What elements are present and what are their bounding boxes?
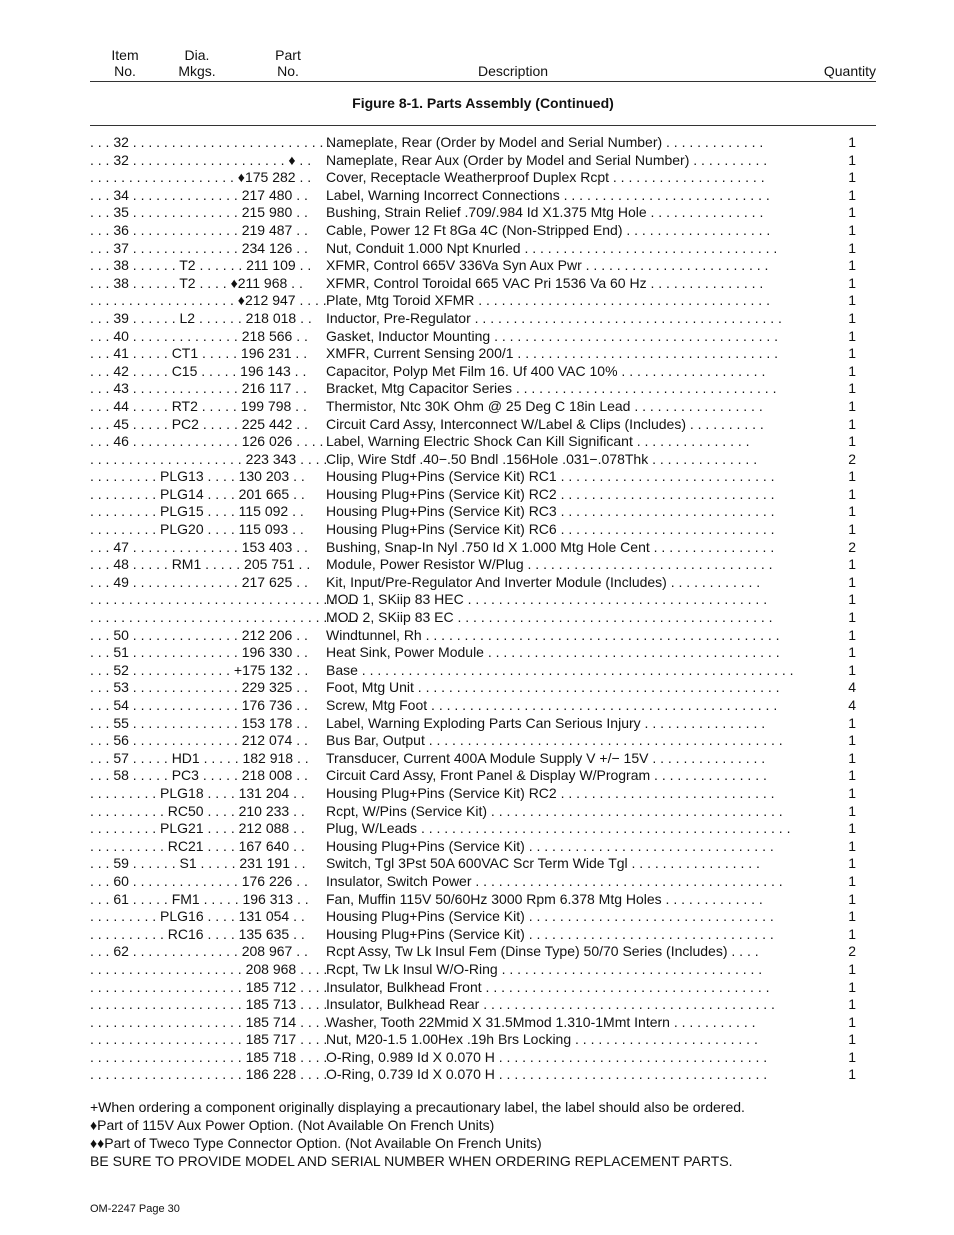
table-row xyxy=(90,503,856,521)
row-description: Housing Plug+Pins (Service Kit) . . . . . . . . . . . . . . . . . . . . . . . . . . . . . . . . xyxy=(326,837,774,854)
row-item-part: . . . 59 . . . . . . S1 . . . . . 231 191 . . xyxy=(90,855,306,872)
table-row xyxy=(90,803,856,821)
row-item-part: . . . . . . . . . . . . . . . . . . . . 208 968 . . . . xyxy=(90,960,328,977)
row-item-part: . . . . . . . . . PLG14 . . . . 201 665 . . xyxy=(90,485,305,502)
row-description: Nameplate, Rear (Order by Model and Serial Number) . . . . . . . . . . . . . xyxy=(326,134,764,150)
row-item-part: . . . 54 . . . . . . . . . . . . . . 176 736 . . xyxy=(90,697,308,713)
row-description: Insulator, Bulkhead Front . . . . . . . . . . . . . . . . . . . . . . . . . . . . . . . . . . . . . xyxy=(326,978,770,995)
table-row xyxy=(90,961,856,979)
row-item-part: . . . . . . . . . . . . . . . . . . . ♦175 282 . . xyxy=(90,169,312,186)
row-description: Screw, Mtg Foot . . . . . . . . . . . . . . . . . . . . . . . . . . . . . . . . . . . . . . . . . . . . . xyxy=(326,697,778,713)
row-quantity: 1 xyxy=(848,1013,856,1030)
parts-list xyxy=(90,134,856,1084)
row-item-part: . . . 36 . . . . . . . . . . . . . . 219 487 . . xyxy=(90,221,308,238)
table-row xyxy=(90,627,856,645)
row-description: Label, Warning Electric Shock Can Kill Significant . . . . . . . . . . . . . . . xyxy=(326,433,750,450)
row-quantity: 1 xyxy=(848,591,856,608)
row-quantity: 1 xyxy=(848,714,856,731)
table-row xyxy=(90,679,856,697)
row-quantity: 1 xyxy=(848,749,856,766)
table-row xyxy=(90,345,856,363)
row-item-part: . . . 45 . . . . . PC2 . . . . . 225 442 . . xyxy=(90,415,308,432)
row-quantity: 1 xyxy=(848,433,856,450)
header-item-no: Item No. xyxy=(111,47,139,79)
row-item-part: . . . 32 . . . . . . . . . . . . . . . . . . . . . . . . . . xyxy=(90,134,332,150)
row-quantity: 2 xyxy=(848,943,856,960)
row-quantity: 1 xyxy=(848,556,856,573)
row-item-part: . . . 37 . . . . . . . . . . . . . . 234 126 . . xyxy=(90,239,308,256)
row-quantity: 1 xyxy=(848,855,856,872)
row-item-part: . . . 62 . . . . . . . . . . . . . . 208 967 . . xyxy=(90,943,308,960)
row-description: Module, Power Resistor W/Plug . . . . . . . . . . . . . . . . . . . . . . . . . . . . . . . . xyxy=(326,556,773,573)
table-row xyxy=(90,451,856,469)
figure-title: Figure 8-1. Parts Assembly (Continued) xyxy=(352,95,614,111)
row-description: Base . . . . . . . . . . . . . . . . . . . . . . . . . . . . . . . . . . . . . . . . . . . . . . . . . . . . . . . . xyxy=(326,661,794,678)
row-quantity: 1 xyxy=(848,644,856,661)
row-quantity: 1 xyxy=(848,362,856,379)
notes xyxy=(90,1098,880,1170)
table-row xyxy=(90,169,856,187)
table-row xyxy=(90,134,856,152)
page-footer: OM-2247 Page 30 xyxy=(90,1203,180,1215)
row-description: MOD 1, SKiip 83 HEC . . . . . . . . . . . . . . . . . . . . . . . . . . . . . . . . . . . . . . . xyxy=(326,591,768,608)
table-row xyxy=(90,310,856,328)
row-quantity: 1 xyxy=(848,468,856,485)
row-quantity: 2 xyxy=(848,538,856,555)
row-quantity: 1 xyxy=(848,204,856,221)
row-item-part: . . . 50 . . . . . . . . . . . . . . 212 206 . . xyxy=(90,626,308,643)
table-row xyxy=(90,662,856,680)
row-description: Bus Bar, Output . . . . . . . . . . . . . . . . . . . . . . . . . . . . . . . . . . . . . . . . . . . . . . xyxy=(326,732,783,749)
row-item-part: . . . . . . . . . . . . . . . . . . . . 186 228 . . . . xyxy=(90,1066,328,1083)
row-quantity: 1 xyxy=(848,292,856,309)
row-item-part: . . . 55 . . . . . . . . . . . . . . 153 178 . . xyxy=(90,714,308,731)
row-description: Housing Plug+Pins (Service Kit) . . . . . . . . . . . . . . . . . . . . . . . . . . . . . . . . xyxy=(326,925,774,942)
row-quantity: 1 xyxy=(848,257,856,274)
table-row xyxy=(90,609,856,627)
row-description: Switch, Tgl 3Pst 50A 600VAC Scr Term Wide Tgl . . . . . . . . . . . . . . . . . xyxy=(326,855,760,872)
row-description: Nameplate, Rear Aux (Order by Model and Serial Number) . . . . . . . . . . xyxy=(326,151,768,168)
row-description: Housing Plug+Pins (Service Kit) RC2 . . . . . . . . . . . . . . . . . . . . . . . . . . . . xyxy=(326,784,775,801)
row-item-part: . . . . . . . . . . . . . . . . . . . . 185 712 . . . . xyxy=(90,978,328,995)
row-description: Windtunnel, Rh . . . . . . . . . . . . . . . . . . . . . . . . . . . . . . . . . . . . . . . . . . . . . . xyxy=(326,626,780,643)
row-quantity: 4 xyxy=(848,679,856,696)
row-description: Heat Sink, Power Module . . . . . . . . . . . . . . . . . . . . . . . . . . . . . . . . . . . . . . xyxy=(326,644,780,661)
row-quantity: 1 xyxy=(848,802,856,819)
row-quantity: 2 xyxy=(848,450,856,467)
row-item-part: . . . 52 . . . . . . . . . . . . . +175 132 . . xyxy=(90,661,309,678)
table-row xyxy=(90,1014,856,1032)
row-item-part: . . . 58 . . . . . PC3 . . . . . 218 008 . . xyxy=(90,767,308,784)
row-quantity: 1 xyxy=(848,960,856,977)
header-dia-mkgs: Dia. Mkgs. xyxy=(178,47,216,79)
row-description: Cover, Receptacle Weatherproof Duplex Rcpt . . . . . . . . . . . . . . . . . . . . xyxy=(326,169,765,186)
row-item-part: . . . 48 . . . . . RM1 . . . . . 205 751 . . xyxy=(90,556,311,573)
row-description: Label, Warning Exploding Parts Can Serious Injury . . . . . . . . . . . . . . . . xyxy=(326,714,766,731)
row-quantity: 1 xyxy=(848,609,856,626)
row-description: Transducer, Current 400A Module Supply V +/− 15V . . . . . . . . . . . . . . . xyxy=(326,749,766,766)
row-item-part: . . . 35 . . . . . . . . . . . . . . 215 980 . . xyxy=(90,204,308,221)
table-row xyxy=(90,767,856,785)
row-quantity: 1 xyxy=(848,626,856,643)
row-description: Bushing, Strain Relief .709/.984 Id X1.375 Mtg Hole . . . . . . . . . . . . . . . xyxy=(326,204,764,221)
row-quantity: 1 xyxy=(848,767,856,784)
row-item-part: . . . . . . . . . . . . . . . . . . . . . . . . . . . . . . . . . . . xyxy=(90,609,359,626)
row-description: Kit, Input/Pre-Regulator And Inverter Module (Includes) . . . . . . . . . . . . xyxy=(326,573,761,590)
table-row xyxy=(90,416,856,434)
table-row xyxy=(90,398,856,416)
row-quantity: 1 xyxy=(848,784,856,801)
table-row xyxy=(90,363,856,381)
row-item-part: . . . 61 . . . . . FM1 . . . . . 196 313 . . xyxy=(90,890,309,907)
table-row xyxy=(90,732,856,750)
row-description: MOD 2, SKiip 83 EC . . . . . . . . . . . . . . . . . . . . . . . . . . . . . . . . . . . . . . . . . xyxy=(326,609,773,626)
row-item-part: . . . . . . . . . . . . . . . . . . . . 223 343 . . . . xyxy=(90,450,328,467)
row-description: Nut, Conduit 1.000 Npt Knurled . . . . . . . . . . . . . . . . . . . . . . . . . . . . . . . . . xyxy=(326,239,778,256)
row-item-part: . . . 38 . . . . . . T2 . . . . . . 211 109 . . xyxy=(90,257,312,274)
row-description: Cable, Power 12 Ft 8Ga 4C (Non-Stripped End) . . . . . . . . . . . . . . . . . . . xyxy=(326,221,771,238)
row-quantity: 1 xyxy=(848,186,856,203)
table-row xyxy=(90,715,856,733)
row-description: Label, Warning Incorrect Connections . . . . . . . . . . . . . . . . . . . . . . . . . . . xyxy=(326,186,770,203)
table-row xyxy=(90,926,856,944)
row-item-part: . . . 43 . . . . . . . . . . . . . . 216 117 . . xyxy=(90,380,307,397)
table-row xyxy=(90,908,856,926)
divider xyxy=(90,125,876,126)
row-quantity: 1 xyxy=(848,908,856,925)
row-description: Housing Plug+Pins (Service Kit) . . . . . . . . . . . . . . . . . . . . . . . . . . . . . . . . xyxy=(326,908,774,925)
table-row xyxy=(90,328,856,346)
table-row xyxy=(90,996,856,1014)
row-description: Foot, Mtg Unit . . . . . . . . . . . . . . . . . . . . . . . . . . . . . . . . . . . . . . . . . . . . . . . xyxy=(326,679,780,696)
row-quantity: 1 xyxy=(848,380,856,397)
row-quantity: 1 xyxy=(848,327,856,344)
row-description: O-Ring, 0.989 Id X 0.070 H . . . . . . . . . . . . . . . . . . . . . . . . . . . . . . . . . . . xyxy=(326,1048,768,1065)
row-item-part: . . . 34 . . . . . . . . . . . . . . 217 480 . . xyxy=(90,186,308,203)
note-tweco: ♦♦Part of Tweco Type Connector Option. (Not Available On French Units) xyxy=(90,1135,542,1151)
row-description: XFMR, Control 665V 336Va Syn Aux Pwr . . . . . . . . . . . . . . . . . . . . . . . . xyxy=(326,257,769,274)
row-description: O-Ring, 0.739 Id X 0.070 H . . . . . . . . . . . . . . . . . . . . . . . . . . . . . . . . . . . xyxy=(326,1066,768,1083)
row-item-part: . . . 56 . . . . . . . . . . . . . . 212 074 . . xyxy=(90,732,308,749)
table-row xyxy=(90,750,856,768)
row-description: Housing Plug+Pins (Service Kit) RC2 . . . . . . . . . . . . . . . . . . . . . . . . . . . . xyxy=(326,485,775,502)
table-row xyxy=(90,591,856,609)
table-row xyxy=(90,1049,856,1067)
row-description: Housing Plug+Pins (Service Kit) RC1 . . . . . . . . . . . . . . . . . . . . . . . . . . . . xyxy=(326,468,775,485)
row-description: Housing Plug+Pins (Service Kit) RC3 . . . . . . . . . . . . . . . . . . . . . . . . . . . . xyxy=(326,503,775,520)
table-row xyxy=(90,891,856,909)
row-description: XMFR, Current Sensing 200/1 . . . . . . . . . . . . . . . . . . . . . . . . . . . . . . . . . . xyxy=(326,345,779,362)
row-item-part: . . . 53 . . . . . . . . . . . . . . 229 325 . . xyxy=(90,679,308,696)
table-row xyxy=(90,380,856,398)
table-row xyxy=(90,644,856,662)
row-quantity: 1 xyxy=(848,221,856,238)
row-description: Rcpt Assy, Tw Lk Insul Fem (Dinse Type) 50/70 Series (Includes) . . . . xyxy=(326,943,759,960)
row-quantity: 1 xyxy=(848,1066,856,1083)
row-description: Inductor, Pre-Regulator . . . . . . . . . . . . . . . . . . . . . . . . . . . . . . . . . . . . . . . . xyxy=(326,309,782,326)
row-description: Clip, Wire Stdf .40−.50 Bndl .156Hole .031−.078Thk . . . . . . . . . . . . . . xyxy=(326,450,758,467)
row-description: Circuit Card Assy, Front Panel & Display W/Program . . . . . . . . . . . . . . . xyxy=(326,767,767,784)
row-item-part: . . . 46 . . . . . . . . . . . . . . 126 026 . . . . xyxy=(90,433,324,450)
row-item-part: . . . 40 . . . . . . . . . . . . . . 218 566 . . xyxy=(90,327,308,344)
table-row xyxy=(90,697,856,715)
table-row xyxy=(90,275,856,293)
table-row xyxy=(90,556,856,574)
table-row xyxy=(90,521,856,539)
table-row xyxy=(90,1031,856,1049)
row-item-part: . . . . . . . . . . . . . . . . . . . . 185 717 . . . . xyxy=(90,1031,328,1048)
table-row xyxy=(90,838,856,856)
table-row xyxy=(90,943,856,961)
row-item-part: . . . 49 . . . . . . . . . . . . . . 217 625 . . xyxy=(90,573,308,590)
row-item-part: . . . . . . . . . . . . . . . . . . . . 185 713 . . . . xyxy=(90,996,328,1013)
row-item-part: . . . 44 . . . . . RT2 . . . . . 199 798 . . xyxy=(90,397,307,414)
row-description: Rcpt, W/Pins (Service Kit) . . . . . . . . . . . . . . . . . . . . . . . . . . . . . . . . . . . . . . xyxy=(326,802,783,819)
table-row xyxy=(90,1066,856,1084)
row-quantity: 1 xyxy=(848,1048,856,1065)
row-item-part: . . . . . . . . . PLG20 . . . . 115 093 . . xyxy=(90,521,304,538)
row-item-part: . . . 60 . . . . . . . . . . . . . . 176 226 . . xyxy=(90,872,308,889)
table-row xyxy=(90,539,856,557)
table-row xyxy=(90,433,856,451)
note-aux-power: ♦Part of 115V Aux Power Option. (Not Available On French Units) xyxy=(90,1117,495,1133)
row-description: Insulator, Switch Power . . . . . . . . . . . . . . . . . . . . . . . . . . . . . . . . . . . . . . . . xyxy=(326,872,783,889)
row-quantity: 1 xyxy=(848,521,856,538)
row-quantity: 1 xyxy=(848,485,856,502)
note-label-order: +When ordering a component originally displaying a precautionary label, the label should also be ordered. xyxy=(90,1099,745,1115)
row-item-part: . . . 38 . . . . . . T2 . . . . ♦211 968 . . xyxy=(90,274,303,291)
row-item-part: . . . 32 . . . . . . . . . . . . . . . . . . . . ♦ . . xyxy=(90,151,312,168)
row-description: Fan, Muffin 115V 50/60Hz 3000 Rpm 6.378 Mtg Holes . . . . . . . . . . . . . xyxy=(326,890,763,907)
row-quantity: 1 xyxy=(848,397,856,414)
table-row xyxy=(90,240,856,258)
header-part-no: Part No. xyxy=(275,47,301,79)
row-description: XFMR, Control Toroidal 665 VAC Pri 1536 Va 60 Hz . . . . . . . . . . . . . . . xyxy=(326,274,764,291)
row-item-part: . . . . . . . . . . . . . . . . . . . . 185 714 . . . . xyxy=(90,1013,328,1030)
row-quantity: 1 xyxy=(848,978,856,995)
row-description: Bushing, Snap-In Nyl .750 Id X 1.000 Mtg Hole Cent . . . . . . . . . . . . . . . . xyxy=(326,538,775,555)
row-quantity: 1 xyxy=(848,345,856,362)
header-quantity: Quantity xyxy=(823,63,876,79)
row-item-part: . . . 41 . . . . . CT1 . . . . . 196 231 . . xyxy=(90,345,308,362)
table-row xyxy=(90,152,856,170)
table-row xyxy=(90,222,856,240)
table-row xyxy=(90,820,856,838)
row-description: Gasket, Inductor Mounting . . . . . . . . . . . . . . . . . . . . . . . . . . . . . . . . . . . . . xyxy=(326,327,779,344)
row-quantity: 1 xyxy=(848,820,856,837)
row-item-part: . . . 47 . . . . . . . . . . . . . . 153 403 . . xyxy=(90,538,308,555)
row-quantity: 1 xyxy=(848,996,856,1013)
row-description: Capacitor, Polyp Met Film 16. Uf 400 VAC 10% . . . . . . . . . . . . . . . . . . . xyxy=(326,362,766,379)
row-item-part: . . . . . . . . . . . . . . . . . . . . 185 718 . . . . xyxy=(90,1048,328,1065)
row-description: Plug, W/Leads . . . . . . . . . . . . . . . . . . . . . . . . . . . . . . . . . . . . . . . . . . . . . . . . xyxy=(326,820,791,837)
table-row xyxy=(90,257,856,275)
row-item-part: . . . 42 . . . . . C15 . . . . . 196 143 . . xyxy=(90,362,307,379)
row-item-part: . . . . . . . . . . RC21 . . . . 167 640 . . xyxy=(90,837,305,854)
note-model-serial: BE SURE TO PROVIDE MODEL AND SERIAL NUMBER WHEN ORDERING REPLACEMENT PARTS. xyxy=(90,1153,733,1169)
row-description: Nut, M20-1.5 1.00Hex .19h Brs Locking . . . . . . . . . . . . . . . . . . . . . . . . xyxy=(326,1031,758,1048)
row-description: Thermistor, Ntc 30K Ohm @ 25 Deg C 18in Lead . . . . . . . . . . . . . . . . . xyxy=(326,397,763,414)
row-item-part: . . . 39 . . . . . . L2 . . . . . . 218 018 . . xyxy=(90,309,312,326)
row-quantity: 1 xyxy=(848,1031,856,1048)
row-quantity: 1 xyxy=(848,151,856,168)
table-header xyxy=(90,47,876,82)
row-item-part: . . . . . . . . . . . . . . . . . . . . . . . . . . . . . . . . . . . xyxy=(90,591,359,608)
row-description: Plate, Mtg Toroid XFMR . . . . . . . . . . . . . . . . . . . . . . . . . . . . . . . . . . . . . . xyxy=(326,292,770,309)
table-row xyxy=(90,574,856,592)
row-description: Circuit Card Assy, Interconnect W/Label & Clips (Includes) . . . . . . . . . . xyxy=(326,415,764,432)
table-row xyxy=(90,855,856,873)
row-description: Insulator, Bulkhead Rear . . . . . . . . . . . . . . . . . . . . . . . . . . . . . . . . . . . . . . xyxy=(326,996,775,1013)
row-item-part: . . . . . . . . . PLG21 . . . . 212 088 . . xyxy=(90,820,305,837)
table-row xyxy=(90,979,856,997)
row-quantity: 1 xyxy=(848,890,856,907)
row-quantity: 4 xyxy=(848,697,856,713)
row-description: Bracket, Mtg Capacitor Series . . . . . . . . . . . . . . . . . . . . . . . . . . . . . . . . . . xyxy=(326,380,777,397)
row-item-part: . . . . . . . . . . RC50 . . . . 210 233 . . xyxy=(90,802,305,819)
row-quantity: 1 xyxy=(848,134,856,150)
table-row xyxy=(90,486,856,504)
row-item-part: . . . 57 . . . . . HD1 . . . . . 182 918 . . xyxy=(90,749,309,766)
row-item-part: . . . . . . . . . . RC16 . . . . 135 635 . . xyxy=(90,925,305,942)
row-quantity: 1 xyxy=(848,274,856,291)
row-quantity: 1 xyxy=(848,415,856,432)
row-quantity: 1 xyxy=(848,573,856,590)
row-item-part: . . . . . . . . . PLG13 . . . . 130 203 . . xyxy=(90,468,305,485)
table-row xyxy=(90,204,856,222)
row-quantity: 1 xyxy=(848,503,856,520)
table-row xyxy=(90,785,856,803)
row-description: Washer, Tooth 22Mmid X 31.5Mmod 1.310-1Mmt Intern . . . . . . . . . . . xyxy=(326,1013,756,1030)
row-description: Housing Plug+Pins (Service Kit) RC6 . . . . . . . . . . . . . . . . . . . . . . . . . . . . xyxy=(326,521,775,538)
row-item-part: . . . . . . . . . . . . . . . . . . . ♦212 947 . . . . xyxy=(90,292,327,309)
row-item-part: . . . 51 . . . . . . . . . . . . . . 196 330 . . xyxy=(90,644,308,661)
row-quantity: 1 xyxy=(848,169,856,186)
row-quantity: 1 xyxy=(848,872,856,889)
table-row xyxy=(90,468,856,486)
table-row xyxy=(90,873,856,891)
row-quantity: 1 xyxy=(848,309,856,326)
row-quantity: 1 xyxy=(848,925,856,942)
table-row xyxy=(90,187,856,205)
row-description: Rcpt, Tw Lk Insul W/O-Ring . . . . . . . . . . . . . . . . . . . . . . . . . . . . . . . . . . xyxy=(326,960,763,977)
header-description: Description xyxy=(478,63,549,79)
row-quantity: 1 xyxy=(848,661,856,678)
row-item-part: . . . . . . . . . PLG16 . . . . 131 054 . . xyxy=(90,908,305,925)
row-item-part: . . . . . . . . . PLG18 . . . . 131 204 . . xyxy=(90,784,305,801)
row-quantity: 1 xyxy=(848,239,856,256)
row-quantity: 1 xyxy=(848,732,856,749)
table-row xyxy=(90,292,856,310)
row-item-part: . . . . . . . . . PLG15 . . . . 115 092 . . xyxy=(90,503,304,520)
row-quantity: 1 xyxy=(848,837,856,854)
